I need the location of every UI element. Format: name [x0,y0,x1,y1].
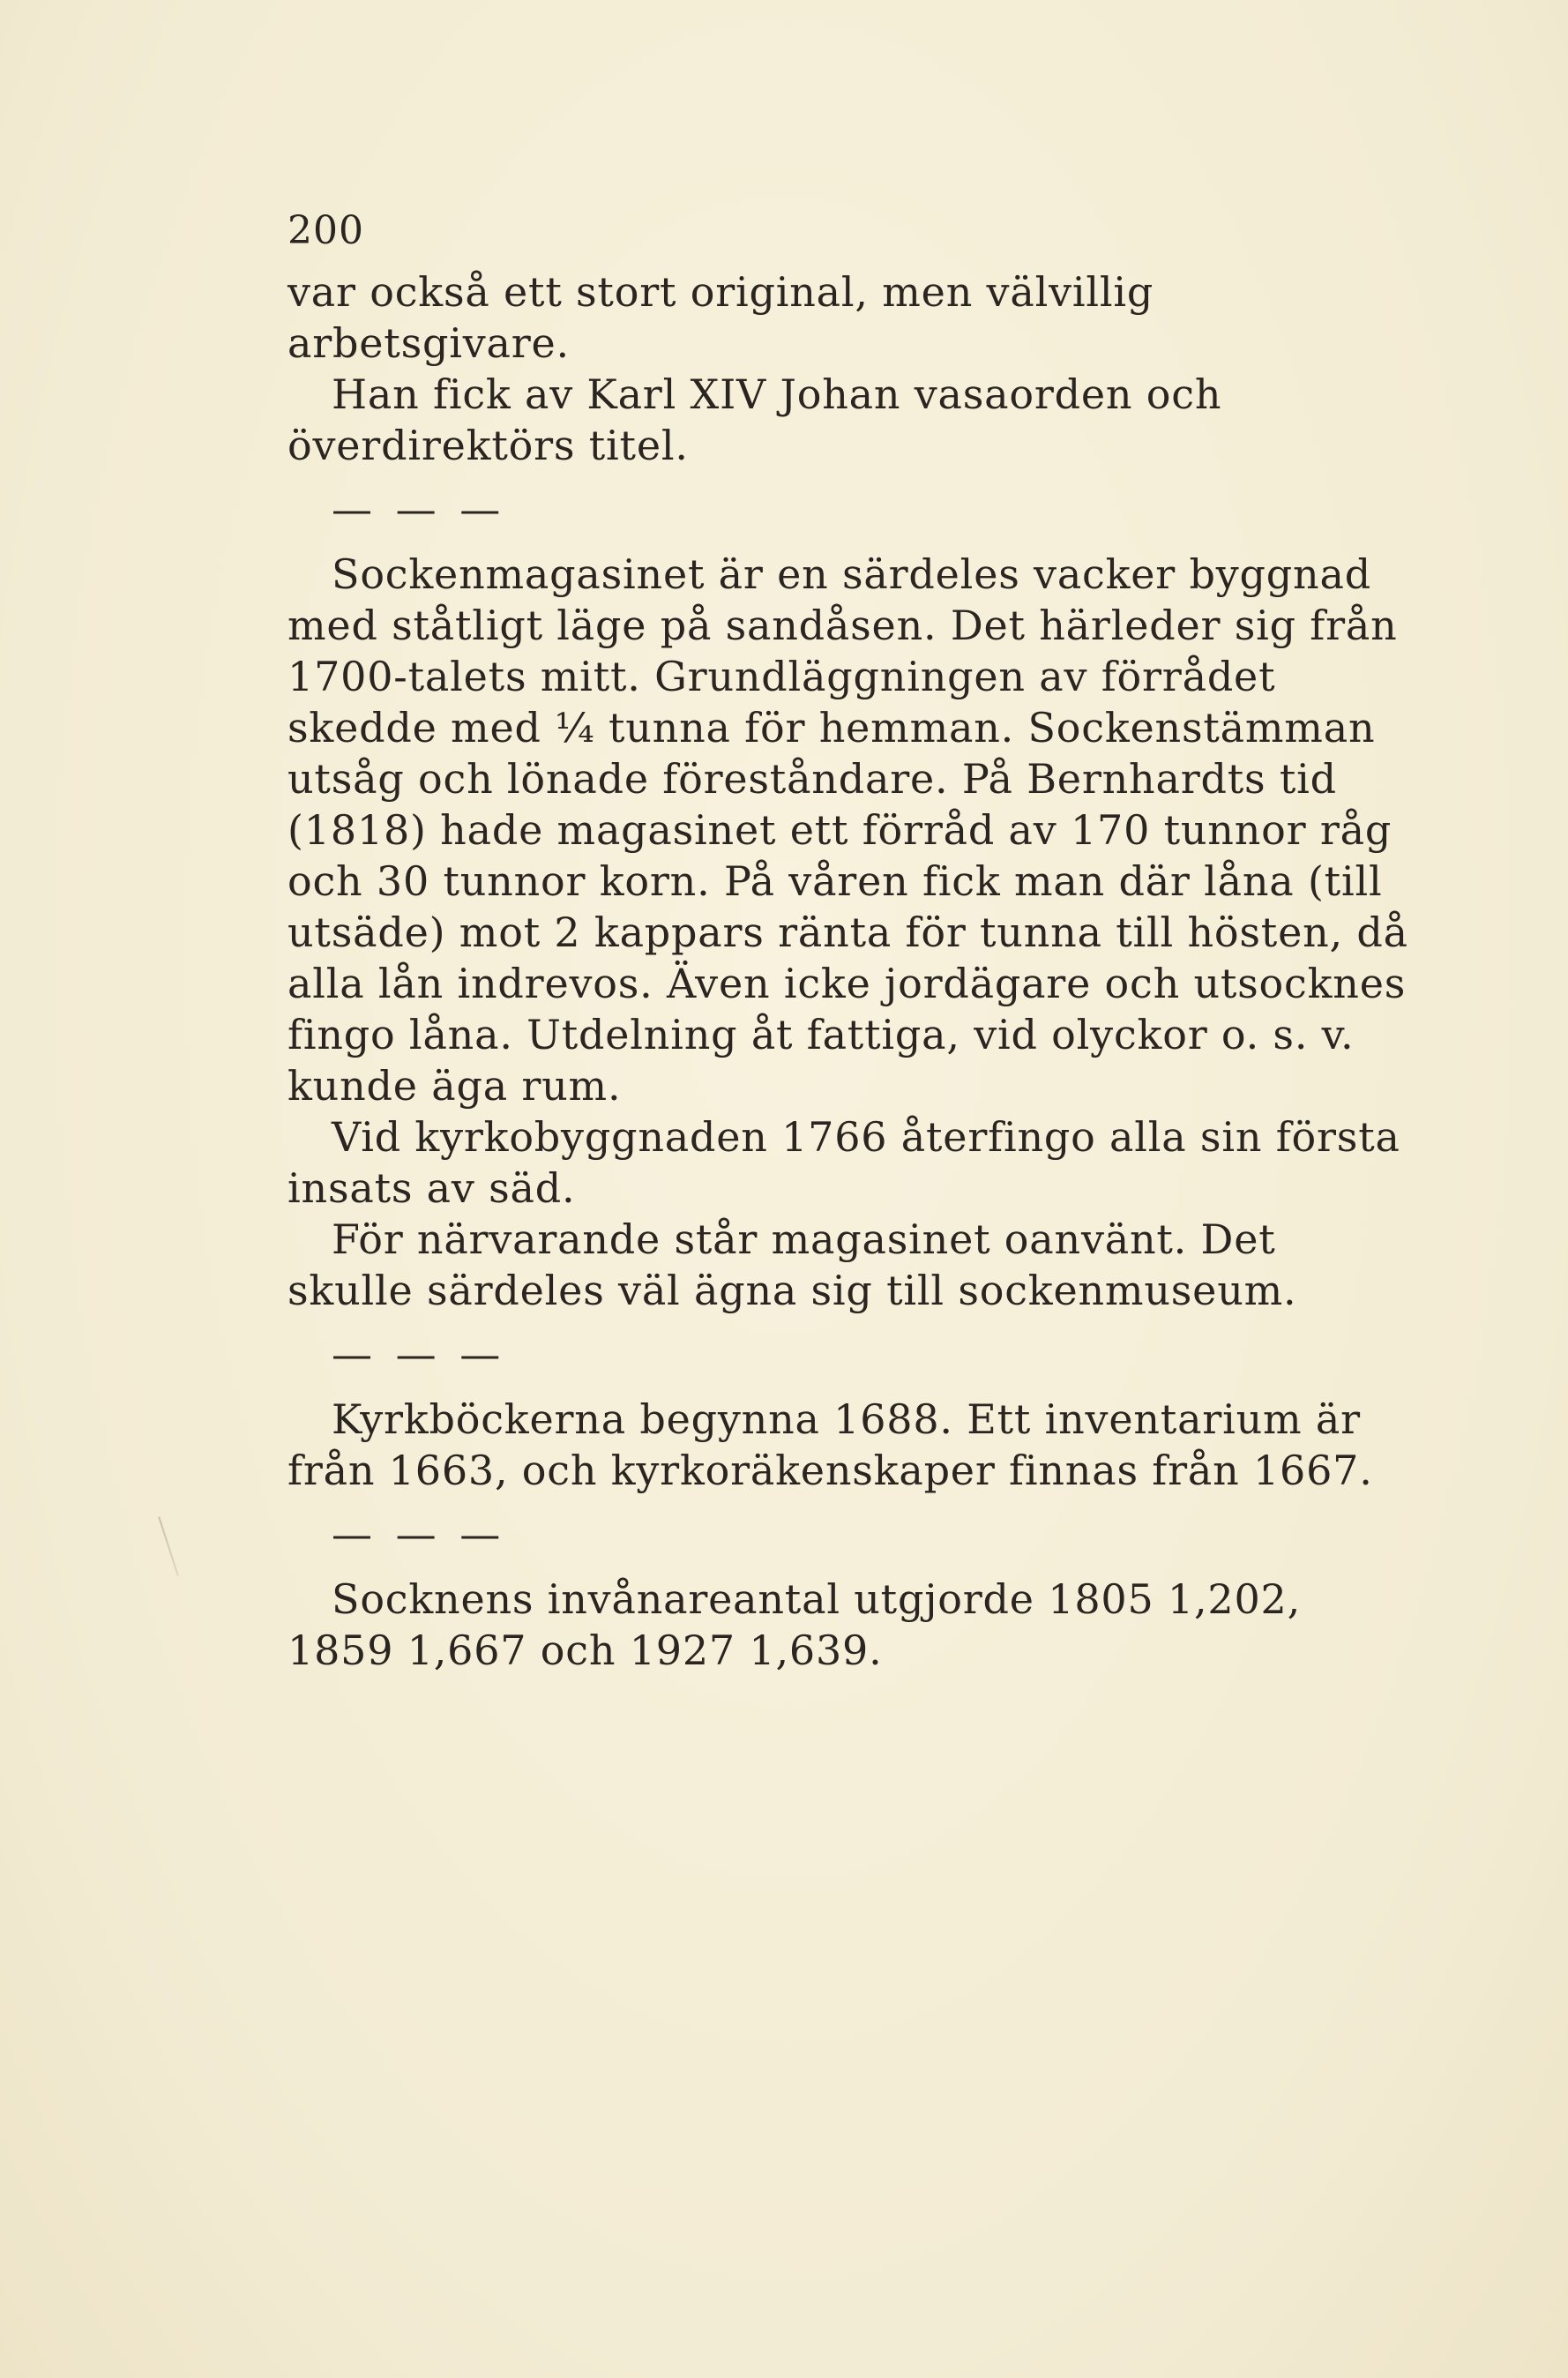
paragraph-4: Vid kyrkobyggnaden 1766 återfingo alla sin första insats av säd. [287,1113,1400,1212]
section-separator-1: — — — [332,485,506,533]
paragraph-2: Han fick av Karl XIV Johan vasaorden och överdirektörs titel. [287,370,1222,469]
paragraph-1: var också ett stort original, men välvillig arbetsgivare. [287,268,1154,367]
paragraph-5: För närvarande står magasinet oanvänt. Det skulle särdeles väl ägna sig till sockenmuseum. [287,1215,1297,1314]
section-separator-3: — — — [332,1510,506,1558]
paragraph-7: Socknens invånareantal utgjorde 1805 1,202, 1859 1,667 och 1927 1,639. [287,1575,1302,1674]
page-text [287,205,1412,1676]
paper-speck [158,1516,179,1575]
paragraph-3: Sockenmagasinet är en särdeles vacker byggnad med ståtligt läge på sandåsen. Det härleder sig från 1700-talets mitt. Grundläggningen av förrådet skedde med ¼ tunna för hemman. Sockenstämman utsåg och lönade föreståndare. På Bernhardts tid (1818) hade magasinet ett förråd av 170 tunnor råg och 30 tunnor korn. På våren fick man där låna (till utsäde) mot 2 kappars ränta för tunna till hösten, då alla lån indrevos. Även icke jordägare och utsocknes fingo låna. Utdelning åt fattiga, vid olyckor o. s. v. kunde äga rum. [287,550,1408,1110]
page-number: 200 [287,208,364,253]
paragraph-6: Kyrkböckerna begynna 1688. Ett inventarium är från 1663, och kyrkoräkenskaper finnas från 1667. [287,1395,1373,1494]
section-separator-2: — — — [332,1330,506,1378]
